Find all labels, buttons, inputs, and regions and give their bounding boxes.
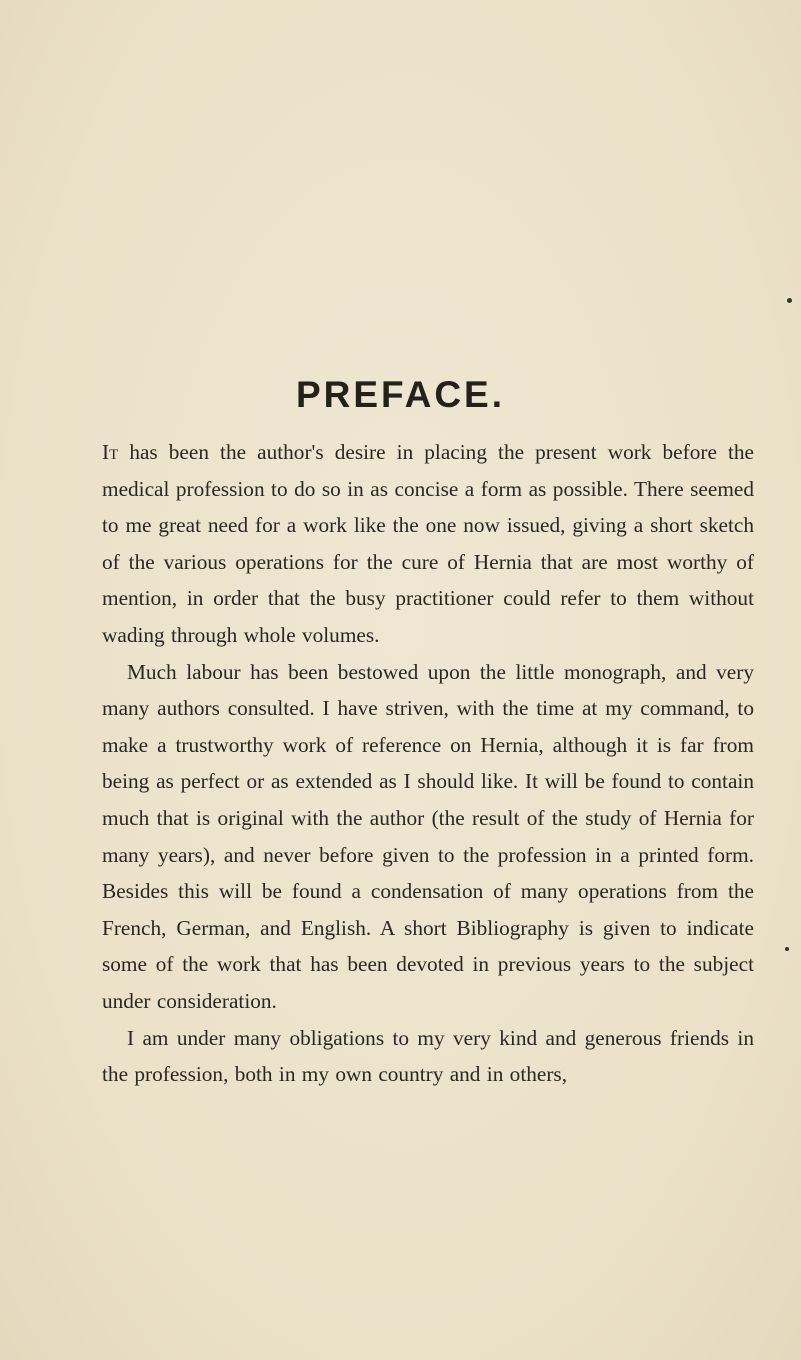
paper-speck: [785, 947, 789, 951]
paragraph-1-lead: It: [102, 440, 119, 464]
paragraph-3: [102, 1020, 754, 1093]
preface-body: [102, 434, 754, 1093]
paragraph-2: [102, 654, 754, 1020]
paper-speck: [787, 298, 792, 303]
paragraph-3-text: I am under many obligations to my very kind and generous friends in the profession, both in my own country and in others,: [102, 1025, 754, 1087]
paragraph-1: [102, 434, 754, 654]
paragraph-1-text: has been the author's desire in placing the present work before the medical profession to do so in as concise a form as possible. There seemed to me great need for a work like the one now issued, giving a short sketch of the various operations for the cure of Hernia that are most worthy of mention, in order that the busy practitioner could refer to them without wading through whole volumes.: [102, 440, 754, 647]
paragraph-2-text: Much labour has been bestowed upon the little monograph, and very many authors consulted. I have striven, with the time at my command, to make a trustworthy work of reference on Hernia, although it is far from being as perfect or as extended as I should like. It will be found to contain much that is original with the author (the result of the study of Hernia for many years), and never before given to the profession in a printed form. Besides this will be found a condensation of many operations from the French, German, and English. A short Bibliography is given to indicate some of the work that has been devoted in previous years to the subject under consideration.: [102, 659, 754, 1013]
page-title: PREFACE.: [295, 374, 506, 415]
